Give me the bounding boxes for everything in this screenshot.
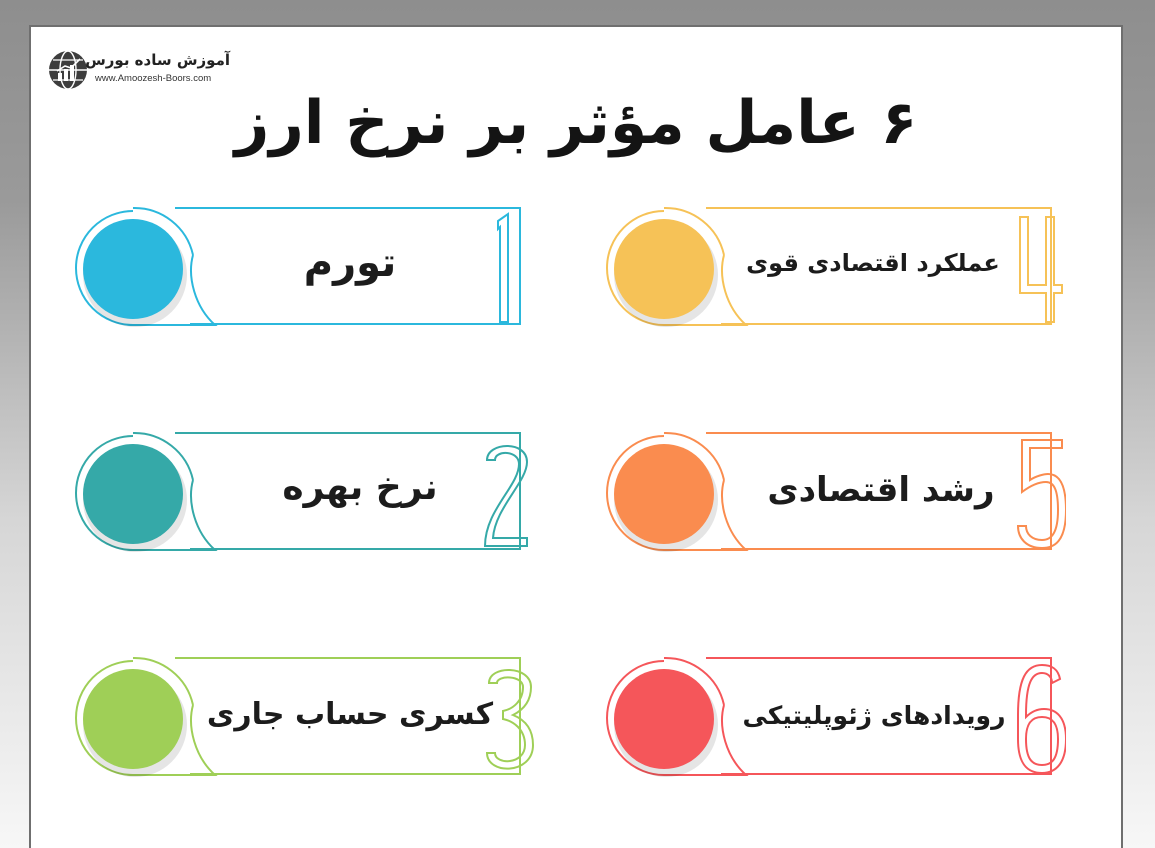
logo-title: آموزش ساده بورس — [85, 51, 230, 69]
logo-url: www.Amoozesh-Boors.com — [95, 73, 212, 84]
factor-label-4: عملکرد اقتصادی قوی — [746, 249, 1000, 277]
factor-item-2 — [75, 430, 535, 560]
factor-label-3: کسری حساب جاری — [206, 697, 494, 732]
factor-label-5: رشد اقتصادی — [767, 470, 995, 510]
factor-item-5 — [606, 430, 1066, 560]
factor-item-6 — [606, 655, 1066, 785]
factor-item-1 — [75, 205, 535, 335]
factor-item-4 — [606, 205, 1066, 335]
factor-item-3 — [75, 655, 535, 785]
page-title: ۶ عامل مؤثر بر نرخ ارز — [234, 88, 918, 158]
factor-label-2: نرخ بهره — [282, 467, 438, 508]
infographic-card — [31, 27, 1121, 848]
globe-chart-icon — [47, 49, 89, 91]
factor-label-1: تورم — [303, 240, 397, 286]
factor-label-6: رویدادهای ژئوپلیتیکی — [742, 701, 1006, 730]
